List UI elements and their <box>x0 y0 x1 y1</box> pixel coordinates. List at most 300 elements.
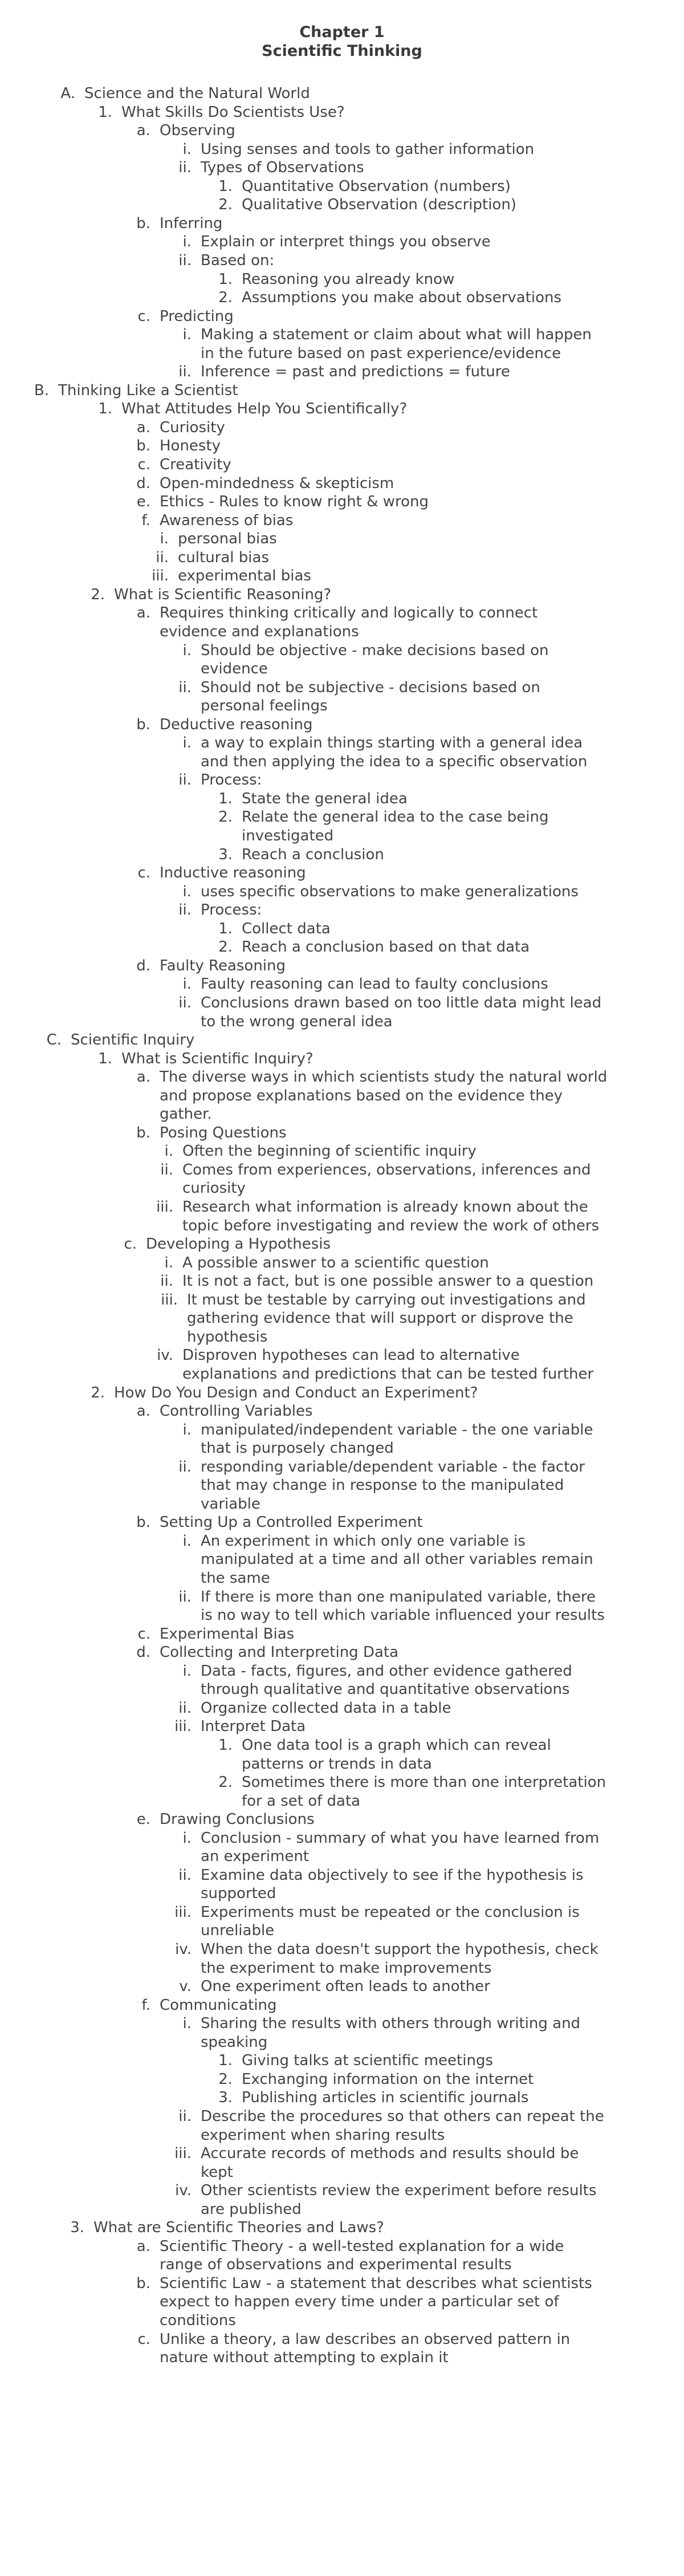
outline-text: Requires thinking critically and logically to connect <box>160 604 538 622</box>
outline-text: Deductive reasoning <box>160 716 313 733</box>
outline-line <box>201 1959 492 1977</box>
outline-label: c. <box>137 864 150 882</box>
outline-line <box>218 938 530 956</box>
outline-label: iv. <box>157 1347 173 1364</box>
outline-line <box>201 1013 393 1031</box>
outline-text: an experiment <box>201 1848 310 1866</box>
outline-label: iv. <box>175 1941 192 1958</box>
outline-text: unreliable <box>201 1922 275 1940</box>
outline-line <box>136 716 312 734</box>
outline-text: Making a statement or claim about what will happen <box>201 326 592 344</box>
outline-line <box>91 586 331 604</box>
outline-text: hypothesis <box>187 1328 268 1346</box>
outline-text: Unlike a theory, a law describes an observed pattern in <box>160 2330 571 2348</box>
outline-text: through qualitative and quantitative observations <box>201 1681 570 1699</box>
outline-line <box>136 2274 592 2293</box>
outline-line <box>178 1458 585 1476</box>
outline-line <box>218 808 548 826</box>
outline-text: Data - facts, figures, and other evidence gathered <box>201 1662 572 1680</box>
outline-line <box>201 2033 267 2051</box>
outline-line <box>201 1569 270 1587</box>
outline-text: What Attitudes Help You Scientifically? <box>121 400 408 418</box>
outline-label: i. <box>182 734 192 752</box>
outline-text: When the data doesn't support the hypothesis, check <box>201 1941 598 1958</box>
outline-line <box>187 1309 573 1327</box>
outline-line <box>218 1736 551 1754</box>
outline-text: is no way to tell which variable influenced your results <box>201 1607 605 1624</box>
outline-line <box>183 641 549 660</box>
outline-label: d. <box>136 1644 150 1661</box>
outline-line <box>183 326 592 344</box>
outline-text: nature without attempting to explain it <box>160 2349 449 2367</box>
outline-text: Setting Up a Controlled Experiment <box>160 1514 423 1531</box>
outline-text: evidence <box>201 660 268 678</box>
outline-line <box>218 1773 606 1791</box>
outline-line <box>137 493 429 511</box>
outline-text: personal feelings <box>201 697 328 715</box>
outline-text: variable <box>201 1495 260 1513</box>
outline-line <box>137 864 306 882</box>
outline-line <box>137 1068 607 1086</box>
outline-text: evidence and explanations <box>160 623 359 640</box>
outline-label: i. <box>160 530 169 548</box>
outline-line <box>201 1550 593 1569</box>
outline-line <box>174 1903 580 1921</box>
outline-text: Exchanging information on the internet <box>242 2070 534 2088</box>
outline-line <box>183 1532 526 1550</box>
outline-line <box>218 270 454 289</box>
outline-line <box>160 1161 591 1179</box>
outline-line <box>137 2330 570 2349</box>
outline-label: a. <box>136 1068 150 1086</box>
outline-text: manipulated/independent variable - the one variable <box>201 1421 593 1439</box>
outline-line <box>201 1439 394 1457</box>
outline-text: Process: <box>201 901 262 919</box>
chapter-title: Scientific Thinking <box>262 42 422 60</box>
outline-text: Other scientists review the experiment before results <box>201 2182 597 2200</box>
outline-label: f. <box>141 1996 150 2014</box>
outline-line <box>201 1884 276 1903</box>
outline-line <box>174 2144 579 2163</box>
outline-label: ii. <box>178 1458 192 1476</box>
outline-text: Collect data <box>242 920 331 937</box>
outline-text: for a set of data <box>242 1792 361 1810</box>
outline-line <box>136 437 221 455</box>
outline-line <box>218 2051 493 2070</box>
outline-label: ii. <box>178 901 192 919</box>
outline-text: Reach a conclusion <box>242 846 384 863</box>
outline-line <box>183 1829 600 1847</box>
outline-text: Examine data objectively to see if the hypothesis is <box>201 1866 584 1884</box>
outline-label: 1. <box>218 790 233 807</box>
outline-text: Research what information is already known about the <box>182 1198 588 1216</box>
outline-text: kept <box>201 2163 233 2181</box>
outline-text: Interpret Data <box>201 1718 306 1736</box>
outline-label: 3. <box>218 2089 233 2107</box>
outline-label: ii. <box>178 363 192 381</box>
outline-line <box>183 233 491 251</box>
outline-text: State the general idea <box>242 790 408 807</box>
outline-label: c. <box>137 2330 150 2348</box>
outline-label: 1. <box>98 1050 112 1067</box>
outline-text: Explain or interpret things you observe <box>201 233 491 251</box>
outline-text: Controlling Variables <box>160 1403 313 1420</box>
outline-line <box>60 84 310 103</box>
outline-label: i. <box>182 641 192 659</box>
outline-line <box>201 1680 569 1699</box>
outline-line <box>201 1606 605 1624</box>
outline-text: Posing Questions <box>160 1124 287 1141</box>
outline-line <box>136 1643 398 1661</box>
outline-label: ii. <box>178 251 192 269</box>
outline-label: 2. <box>218 196 233 214</box>
outline-text: One data tool is a graph which can reveal <box>242 1736 551 1754</box>
outline-text: Giving talks at scientific meetings <box>242 2052 493 2070</box>
outline-label: 1. <box>98 400 112 418</box>
outline-text: What is Scientific Reasoning? <box>114 586 332 603</box>
outline-label: b. <box>136 214 150 232</box>
outline-line <box>201 1476 564 1494</box>
outline-line <box>98 400 407 418</box>
outline-line <box>161 1291 586 1309</box>
outline-line <box>183 140 535 159</box>
outline-line <box>137 307 233 326</box>
outline-line <box>137 456 231 474</box>
outline-label: a. <box>136 419 150 436</box>
outline-label: 2. <box>218 2070 233 2088</box>
outline-label: i. <box>182 326 192 344</box>
outline-line <box>137 1810 315 1829</box>
outline-label: ii. <box>178 2107 192 2125</box>
outline-text: range of observations and experimental results <box>160 2256 512 2274</box>
outline-label: 1. <box>218 2052 233 2070</box>
outline-text: Observing <box>160 122 235 140</box>
outline-text: Predicting <box>160 307 234 325</box>
outline-text: topic before investigating and review the work of others <box>182 1217 600 1234</box>
outline-label: 1. <box>218 177 233 195</box>
outline-label: b. <box>136 1124 150 1141</box>
outline-line <box>242 1755 432 1773</box>
outline-text: Curiosity <box>160 419 225 436</box>
outline-label: 1. <box>98 103 112 121</box>
outline-text: Inductive reasoning <box>160 864 306 882</box>
outline-line <box>136 1513 422 1531</box>
outline-text: expect to happen every time under a particular set of <box>160 2293 559 2311</box>
outline-text: Scientific Law - a statement that describes what scientists <box>160 2274 592 2292</box>
outline-line <box>136 957 286 975</box>
outline-text: Awareness of bias <box>160 511 294 529</box>
outline-text: Using senses and tools to gather information <box>201 140 535 158</box>
outline-label: 3. <box>70 2219 84 2237</box>
outline-text: gather. <box>160 1106 212 1123</box>
outline-label: a. <box>136 1403 150 1420</box>
outline-text: Comes from experiences, observations, inferences and <box>182 1161 591 1179</box>
outline-line <box>160 2311 236 2330</box>
outline-text: An experiment in which only one variable is <box>201 1532 526 1550</box>
outline-line <box>218 2089 528 2107</box>
outline-line <box>165 1142 477 1160</box>
outline-text: It must be testable by carrying out investigations and <box>187 1291 586 1309</box>
outline-label: f. <box>141 511 150 529</box>
outline-line <box>187 1328 267 1346</box>
outline-line <box>137 2237 564 2256</box>
outline-line <box>160 2293 559 2311</box>
outline-label: 2. <box>91 1384 105 1401</box>
outline-line <box>160 623 359 641</box>
outline-text: investigated <box>242 827 334 844</box>
outline-line <box>137 1402 313 1420</box>
outline-label: i. <box>164 1254 173 1271</box>
outline-label: 2. <box>218 289 233 307</box>
document-header <box>0 23 684 60</box>
outline-label: i. <box>182 2015 192 2033</box>
outline-label: 1. <box>218 920 233 937</box>
outline-line <box>178 1699 451 1717</box>
outline-text: Open-mindedness & skepticism <box>160 474 394 492</box>
outline-label: iii. <box>174 2145 192 2163</box>
outline-text: gathering evidence that will support or disprove the <box>187 1310 573 1327</box>
outline-label: 2. <box>91 586 105 603</box>
outline-text: patterns or trends in data <box>242 1755 432 1773</box>
outline-text: the experiment to make improvements <box>201 1959 492 1977</box>
outline-text: Science and the Natural World <box>84 85 310 102</box>
outline-line <box>165 1254 489 1272</box>
outline-text: Should not be subjective - decisions based on <box>201 678 540 696</box>
outline-label: A. <box>60 85 75 102</box>
outline-text: responding variable/dependent variable - the factor <box>201 1458 585 1476</box>
outline-line <box>178 994 601 1012</box>
outline-text: Process: <box>201 771 262 789</box>
outline-line <box>124 1235 331 1253</box>
outline-text: are published <box>201 2200 302 2218</box>
outline-text: How Do You Design and Conduct an Experiment? <box>114 1384 478 1401</box>
outline-line <box>152 567 311 585</box>
outline-label: c. <box>137 307 150 325</box>
outline-label: e. <box>136 493 150 511</box>
outline-line <box>242 827 333 845</box>
outline-line <box>218 846 384 864</box>
outline-label: i. <box>182 883 192 900</box>
outline-line <box>201 697 328 715</box>
outline-line <box>136 214 222 233</box>
outline-text: supported <box>201 1885 276 1903</box>
outline-text: Conclusions drawn based on too little data might lead <box>201 994 602 1011</box>
outline-text: the same <box>201 1570 270 1587</box>
outline-label: 2. <box>218 938 233 956</box>
outline-label: ii. <box>178 771 192 789</box>
outline-line <box>218 920 331 938</box>
outline-label: c. <box>137 456 150 473</box>
outline-text: Experiments must be repeated or the conclusion is <box>201 1903 580 1921</box>
outline-text: Reasoning you already know <box>242 270 455 288</box>
outline-line <box>157 1346 520 1364</box>
outline-line <box>182 1217 599 1235</box>
outline-label: ii. <box>160 1273 173 1290</box>
outline-text: A possible answer to a scientific question <box>182 1254 489 1271</box>
outline-text: Faulty Reasoning <box>160 957 286 974</box>
outline-label: v. <box>179 1978 192 1996</box>
outline-text: Relate the general idea to the case being <box>242 808 549 826</box>
outline-text: experiment when sharing results <box>201 2126 445 2144</box>
outline-line <box>201 2200 302 2219</box>
outline-line <box>182 1365 593 1383</box>
outline-label: i. <box>182 1829 192 1847</box>
outline-text: Collecting and Interpreting Data <box>160 1644 399 1661</box>
outline-label: b. <box>136 2274 150 2292</box>
outline-line <box>178 159 364 177</box>
outline-text: Organize collected data in a table <box>201 1699 451 1717</box>
outline-text: personal bias <box>178 530 277 548</box>
outline-text: Scientific Theory - a well-tested explanation for a wide <box>160 2237 564 2255</box>
outline-line <box>178 678 540 697</box>
outline-text: Inferring <box>160 214 223 232</box>
outline-text: Based on: <box>201 251 275 269</box>
outline-label: ii. <box>178 159 192 177</box>
outline-text: It is not a fact, but is one possible answer to a question <box>182 1273 594 1290</box>
outline-line <box>160 2349 449 2367</box>
outline-label: c. <box>124 1236 137 1253</box>
outline-line <box>137 604 538 622</box>
outline-text: Scientific Inquiry <box>71 1031 195 1049</box>
outline-label: a. <box>136 604 150 622</box>
outline-text: conditions <box>160 2312 236 2329</box>
outline-line <box>70 2219 384 2237</box>
outline-line <box>183 1662 572 1680</box>
outline-line <box>137 419 225 437</box>
outline-label: iii. <box>174 1718 192 1736</box>
outline-text: Publishing articles in scientific journals <box>242 2089 529 2107</box>
outline-label: ii. <box>156 548 169 566</box>
outline-line <box>178 901 262 919</box>
outline-text: that may change in response to the manipulated <box>201 1477 564 1494</box>
outline-label: d. <box>136 474 150 492</box>
outline-label: i. <box>164 1143 173 1160</box>
outline-line <box>156 548 269 567</box>
outline-label: i. <box>182 1662 192 1680</box>
outline-line <box>183 734 583 752</box>
outline-line <box>156 1198 588 1216</box>
outline-text: Accurate records of methods and results should be <box>201 2145 579 2163</box>
outline-text: Assumptions you make about observations <box>242 289 562 307</box>
outline-text: curiosity <box>182 1180 246 1197</box>
outline-line <box>178 1866 583 1884</box>
outline-text: manipulated at a time and all other variables remain <box>201 1551 593 1569</box>
outline-line <box>218 196 516 214</box>
outline-line <box>136 1124 286 1142</box>
outline-line <box>201 2163 233 2181</box>
outline-line <box>98 103 344 121</box>
outline-text: and then applying the idea to a specific observation <box>201 753 588 770</box>
outline-line <box>160 530 277 548</box>
outline-line <box>178 363 510 381</box>
outline-text: Ethics - Rules to know right & wrong <box>160 493 429 511</box>
outline-text: Sometimes there is more than one interpretation <box>242 1774 606 1791</box>
outline-text: to the wrong general idea <box>201 1013 393 1030</box>
outline-line <box>137 121 235 140</box>
outline-line <box>182 1179 246 1197</box>
outline-line <box>141 1996 276 2014</box>
outline-text: Honesty <box>160 437 221 455</box>
outline-line <box>201 344 561 363</box>
outline-line <box>174 1717 306 1736</box>
outline-text: Creativity <box>160 456 231 473</box>
outline-line <box>91 1384 478 1402</box>
outline-line <box>178 1588 596 1606</box>
outline-line <box>179 1977 490 1996</box>
outline-line <box>178 2107 604 2126</box>
outline-line <box>201 2126 445 2144</box>
outline-label: i. <box>182 140 192 158</box>
outline-label: ii. <box>178 1866 192 1884</box>
outline-line <box>183 2014 581 2033</box>
outline-label: 1. <box>218 270 233 288</box>
outline-label: 1. <box>218 1736 233 1754</box>
outline-text: Reach a conclusion based on that data <box>242 938 530 956</box>
outline-text: The diverse ways in which scientists study the natural world <box>160 1068 608 1086</box>
outline-label: 2. <box>218 1774 233 1791</box>
outline-label: a. <box>136 122 150 140</box>
outline-label: b. <box>136 437 150 455</box>
outline-line <box>47 1031 195 1049</box>
outline-text: in the future based on past experience/evidence <box>201 344 561 362</box>
outline-text: What Skills Do Scientists Use? <box>121 103 345 121</box>
outline-line <box>141 511 293 530</box>
outline-text: Drawing Conclusions <box>160 1811 315 1829</box>
outline-text: uses specific observations to make generalizations <box>201 883 579 900</box>
outline-text: Communicating <box>160 1996 277 2014</box>
outline-text: What are Scientific Theories and Laws? <box>93 2219 384 2237</box>
outline-text: Types of Observations <box>201 159 364 177</box>
outline-label: i. <box>182 976 192 993</box>
outline-label: ii. <box>178 678 192 696</box>
outline-label: C. <box>46 1031 62 1049</box>
outline-text: Thinking Like a Scientist <box>58 381 238 399</box>
outline-label: iii. <box>156 1198 173 1216</box>
outline-label: 2. <box>218 808 233 826</box>
outline-text: Quantitative Observation (numbers) <box>242 177 511 195</box>
outline-text: Often the beginning of scientific inquiry <box>182 1143 477 1160</box>
outline-line <box>201 1495 260 1513</box>
outline-line <box>218 289 561 307</box>
outline-label: iii. <box>174 1903 192 1921</box>
outline-label: b. <box>136 1514 150 1531</box>
outline-text: Should be objective - make decisions based on <box>201 641 549 659</box>
outline-line <box>34 381 238 400</box>
outline-text: Inference = past and predictions = future <box>201 363 510 381</box>
outline-line <box>160 1087 563 1105</box>
outline-line <box>218 177 511 196</box>
outline-line <box>201 1921 274 1940</box>
outline-line <box>218 790 408 808</box>
outline-label: iv. <box>175 2182 192 2200</box>
outline-line <box>98 1050 314 1068</box>
outline-line <box>160 1272 593 1290</box>
outline-line <box>137 1625 294 1643</box>
outline-text: explanations and predictions that can be tested further <box>182 1365 594 1383</box>
outline-line <box>201 1847 309 1866</box>
outline-text: Qualitative Observation (description) <box>242 196 516 214</box>
outline-text: If there is more than one manipulated variable, there <box>201 1588 596 1606</box>
outline-line <box>183 1421 593 1439</box>
outline-text: Disproven hypotheses can lead to alternative <box>182 1347 520 1364</box>
outline-line <box>136 474 394 493</box>
chapter-label: Chapter 1 <box>299 23 385 41</box>
outline-label: ii. <box>178 1588 192 1606</box>
outline-line <box>201 660 268 678</box>
outline-line <box>160 1105 212 1123</box>
outline-text: cultural bias <box>178 548 269 566</box>
outline-label: ii. <box>160 1161 173 1179</box>
